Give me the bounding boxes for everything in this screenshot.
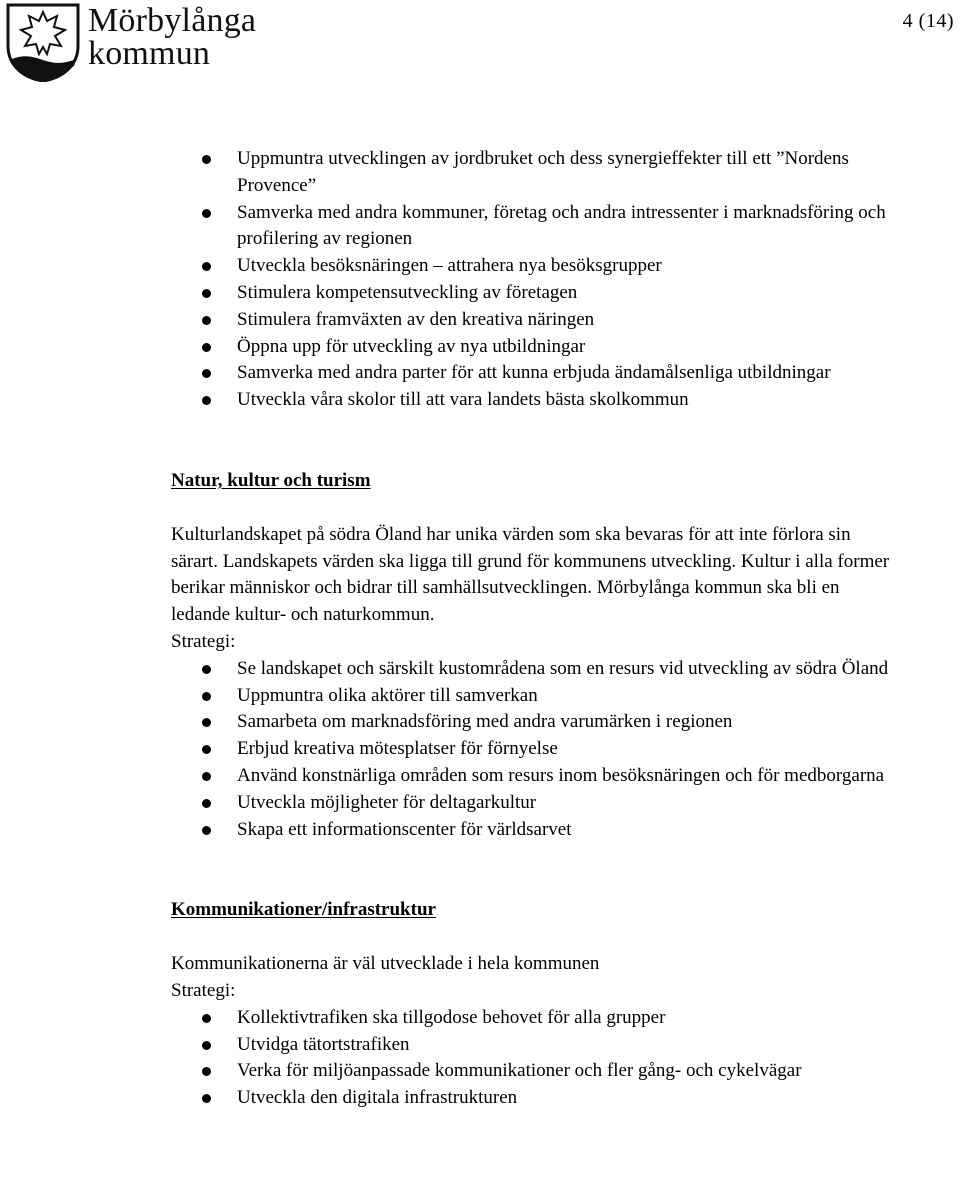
list-item: Använd konstnärliga områden som resurs inom besöksnäringen och för medborgarna: [171, 763, 891, 790]
list-item: Uppmuntra utvecklingen av jordbruket och dess synergieffekter till ett ”Nordens Provence”: [171, 146, 891, 200]
kommunikationer-strategy-list: [171, 1005, 891, 1112]
list-item: Verka för miljöanpassade kommunikationer och fler gång- och cykelvägar: [171, 1058, 891, 1085]
logo-line-1: Mörbylånga: [88, 2, 257, 39]
list-item: Stimulera framväxten av den kreativa näringen: [171, 307, 891, 334]
intro-bullet-list: [171, 146, 891, 414]
logo-wordmark: [88, 4, 256, 70]
natur-strategy-list: [171, 656, 891, 844]
list-item: Se landskapet och särskilt kustområdena som en resurs vid utveckling av södra Öland: [171, 656, 891, 683]
shield-logo-icon: [4, 2, 82, 82]
list-item: Utvidga tätortstrafiken: [171, 1032, 891, 1059]
document-body: [171, 146, 891, 1112]
list-item: Samarbeta om marknadsföring med andra varumärken i regionen: [171, 709, 891, 736]
list-item: Stimulera kompetensutveckling av företagen: [171, 280, 891, 307]
list-item: Kollektivtrafiken ska tillgodose behovet för alla grupper: [171, 1005, 891, 1032]
section-paragraph-natur: Kulturlandskapet på södra Öland har unika värden som ska bevaras för att inte förlora sin särart. Landskapets värden ska ligga till grund för kommunens utveckling. Kultur i alla former berikar människor och bidrar till samhällsutvecklingen. Mörbylånga kommun ska bli en ledande kultur- och naturkommun.: [171, 523, 890, 626]
list-item: Öppna upp för utveckling av nya utbildningar: [171, 334, 891, 361]
list-item: Erbjud kreativa mötesplatser för förnyelse: [171, 736, 891, 763]
section-heading-natur: Natur, kultur och turism: [171, 469, 371, 491]
section-heading-kommunikationer: Kommunikationer/infrastruktur: [171, 899, 436, 921]
list-item: Samverka med andra parter för att kunna erbjuda ändamålsenliga utbildningar: [171, 360, 891, 387]
strategy-label: Strategi:: [171, 630, 236, 652]
logo-line-2: kommun: [88, 35, 211, 72]
list-item: Utveckla den digitala infrastrukturen: [171, 1085, 891, 1112]
list-item: Utveckla besöksnäringen – attrahera nya besöksgrupper: [171, 253, 891, 280]
list-item: Utveckla våra skolor till att vara landets bästa skolkommun: [171, 387, 891, 414]
list-item: Samverka med andra kommuner, företag och andra intressenter i marknadsföring och profilering av regionen: [171, 200, 891, 254]
list-item: Skapa ett informationscenter för världsarvet: [171, 817, 891, 844]
section-paragraph-kommunikationer: Kommunikationerna är väl utvecklade i hela kommunen: [171, 953, 600, 975]
page-number: 4 (14): [902, 10, 954, 32]
strategy-label: Strategi:: [171, 979, 236, 1001]
list-item: Utveckla möjligheter för deltagarkultur: [171, 790, 891, 817]
municipality-logo: [4, 2, 257, 82]
list-item: Uppmuntra olika aktörer till samverkan: [171, 683, 891, 710]
